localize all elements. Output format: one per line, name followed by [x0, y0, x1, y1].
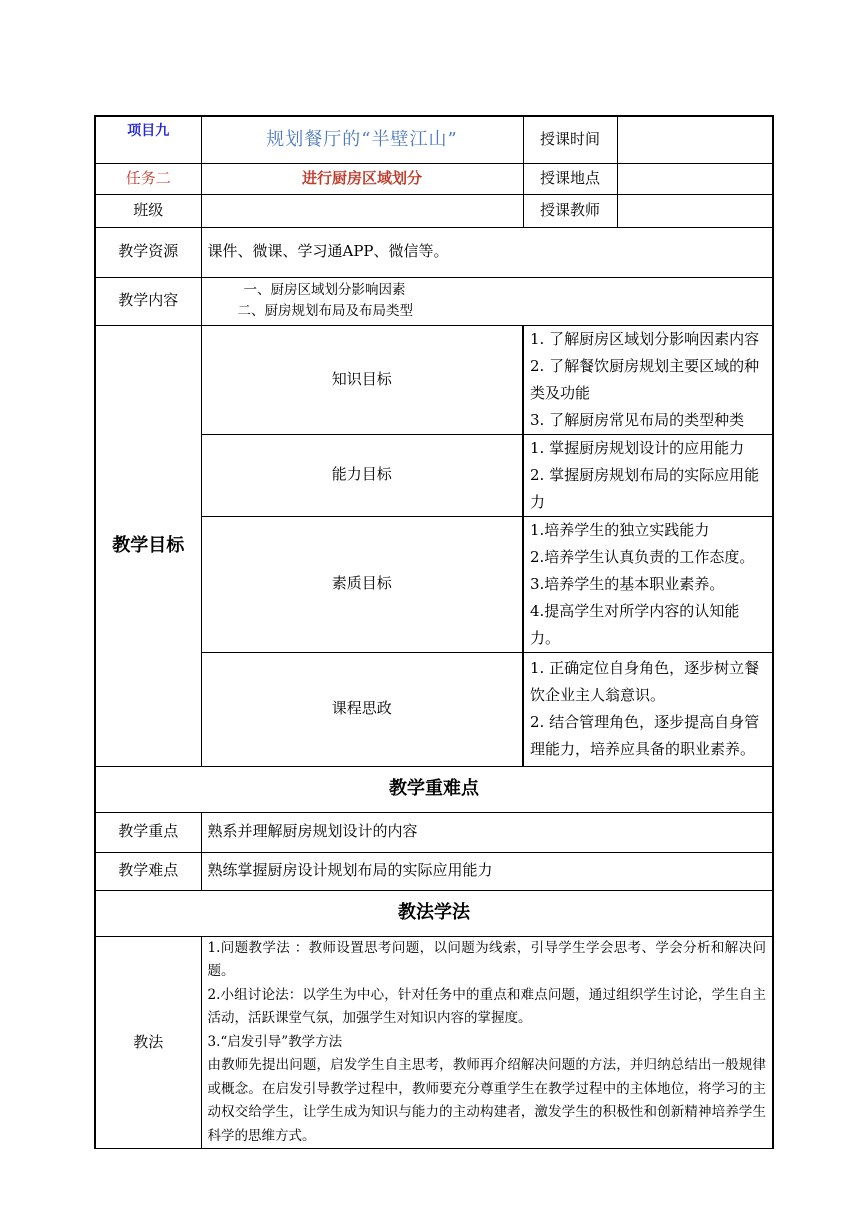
place-value [617, 163, 773, 194]
methods-text [201, 936, 773, 1149]
difficult-point-value: 熟练掌握厨房设计规划布局的实际应用能力 [201, 852, 773, 890]
task-title: 进行厨房区域划分 [201, 163, 523, 194]
class-label: 班级 [95, 194, 201, 227]
objective-item: 1. 正确定位自身角色，逐步树立餐饮企业主人翁意识。 [530, 659, 760, 704]
difficulty-heading: 教学重难点 [95, 766, 773, 812]
content-item: 二、厨房规划布局及布局类型 [237, 303, 413, 319]
objective-item: 2.培养学生认真负责的工作态度。 [530, 547, 755, 566]
objective-item: 2. 掌握厨房规划布局的实际应用能力 [530, 465, 760, 511]
method-paragraph: 3.“启发引导”教学方法 [207, 1033, 343, 1050]
objective-item: 1. 了解厨房区域划分影响因素内容 [530, 329, 760, 348]
objective-item: 4.提高学生对所学内容的认知能力。 [530, 601, 740, 647]
resources-label: 教学资源 [95, 227, 201, 277]
objective-items [523, 652, 773, 766]
methods-label: 教法 [95, 936, 201, 1149]
objective-type-label: 知识目标 [201, 325, 523, 434]
objective-items [523, 516, 773, 652]
method-paragraph: 1.问题教学法 ：教师设置思考问题，以问题为线索，引导学生学会思考、学会分析和解决问题。 [207, 939, 766, 979]
objective-items [523, 325, 773, 434]
teacher-value [617, 194, 773, 227]
objective-item: 2. 结合管理角色，逐步提高自身管理能力，培养应具备的职业素养。 [530, 713, 760, 758]
key-point-value: 熟系并理解厨房规划设计的内容 [201, 812, 773, 852]
method-paragraph: 由教师先提出问题，启发学生自主思考，教师再介绍解决问题的方法，并归纳总结出一般规律或概念。在启发引导教学过程中，教师要充分尊重学生在教学过程中的主体地位，将学习的主动权交给学生，让学生成为知识与能力的主动构建者，激发学生的积极性和创新精神培养学生科学的思维方式。 [207, 1057, 766, 1144]
teacher-label: 授课教师 [523, 194, 617, 227]
project-label: 项目九 [127, 123, 170, 139]
time-value [617, 116, 773, 163]
task-label: 任务二 [95, 163, 201, 194]
method-paragraph: 2.小组讨论法：以学生为中心，针对任务中的重点和难点问题，通过组织学生讨论，学生自主活动，活跃课堂气氛，加强学生对知识内容的掌握度。 [207, 986, 766, 1026]
objectives-label: 教学目标 [95, 325, 201, 766]
lesson-plan-table [94, 115, 774, 1149]
content-list [201, 277, 773, 325]
class-value [201, 194, 523, 227]
content-label: 教学内容 [95, 277, 201, 325]
objective-type-label: 能力目标 [201, 434, 523, 516]
objective-type-label: 课程思政 [201, 652, 523, 766]
methods-heading: 教法学法 [95, 890, 773, 936]
lesson-plan-document [94, 115, 772, 1149]
project-title: 规划餐厅的“半壁江山” [201, 116, 523, 163]
time-label: 授课时间 [523, 116, 617, 163]
objective-item: 1. 掌握厨房规划设计的应用能力 [530, 438, 745, 457]
objective-item: 2. 了解餐饮厨房规划主要区域的种类及功能 [530, 356, 760, 402]
place-label: 授课地点 [523, 163, 617, 194]
content-item: 一、厨房区域划分影响因素 [243, 282, 406, 298]
key-point-label: 教学重点 [95, 812, 201, 852]
objective-item: 1.培养学生的独立实践能力 [530, 520, 710, 539]
objective-items [523, 434, 773, 516]
project-label-cell [95, 116, 201, 163]
objective-item: 3. 了解厨房常见布局的类型种类 [530, 410, 745, 429]
difficult-point-label: 教学难点 [95, 852, 201, 890]
objective-item: 3.培养学生的基本职业素养。 [530, 574, 725, 593]
resources-value: 课件、微课、学习通APP、微信等。 [201, 227, 773, 277]
objective-type-label: 素质目标 [201, 516, 523, 652]
